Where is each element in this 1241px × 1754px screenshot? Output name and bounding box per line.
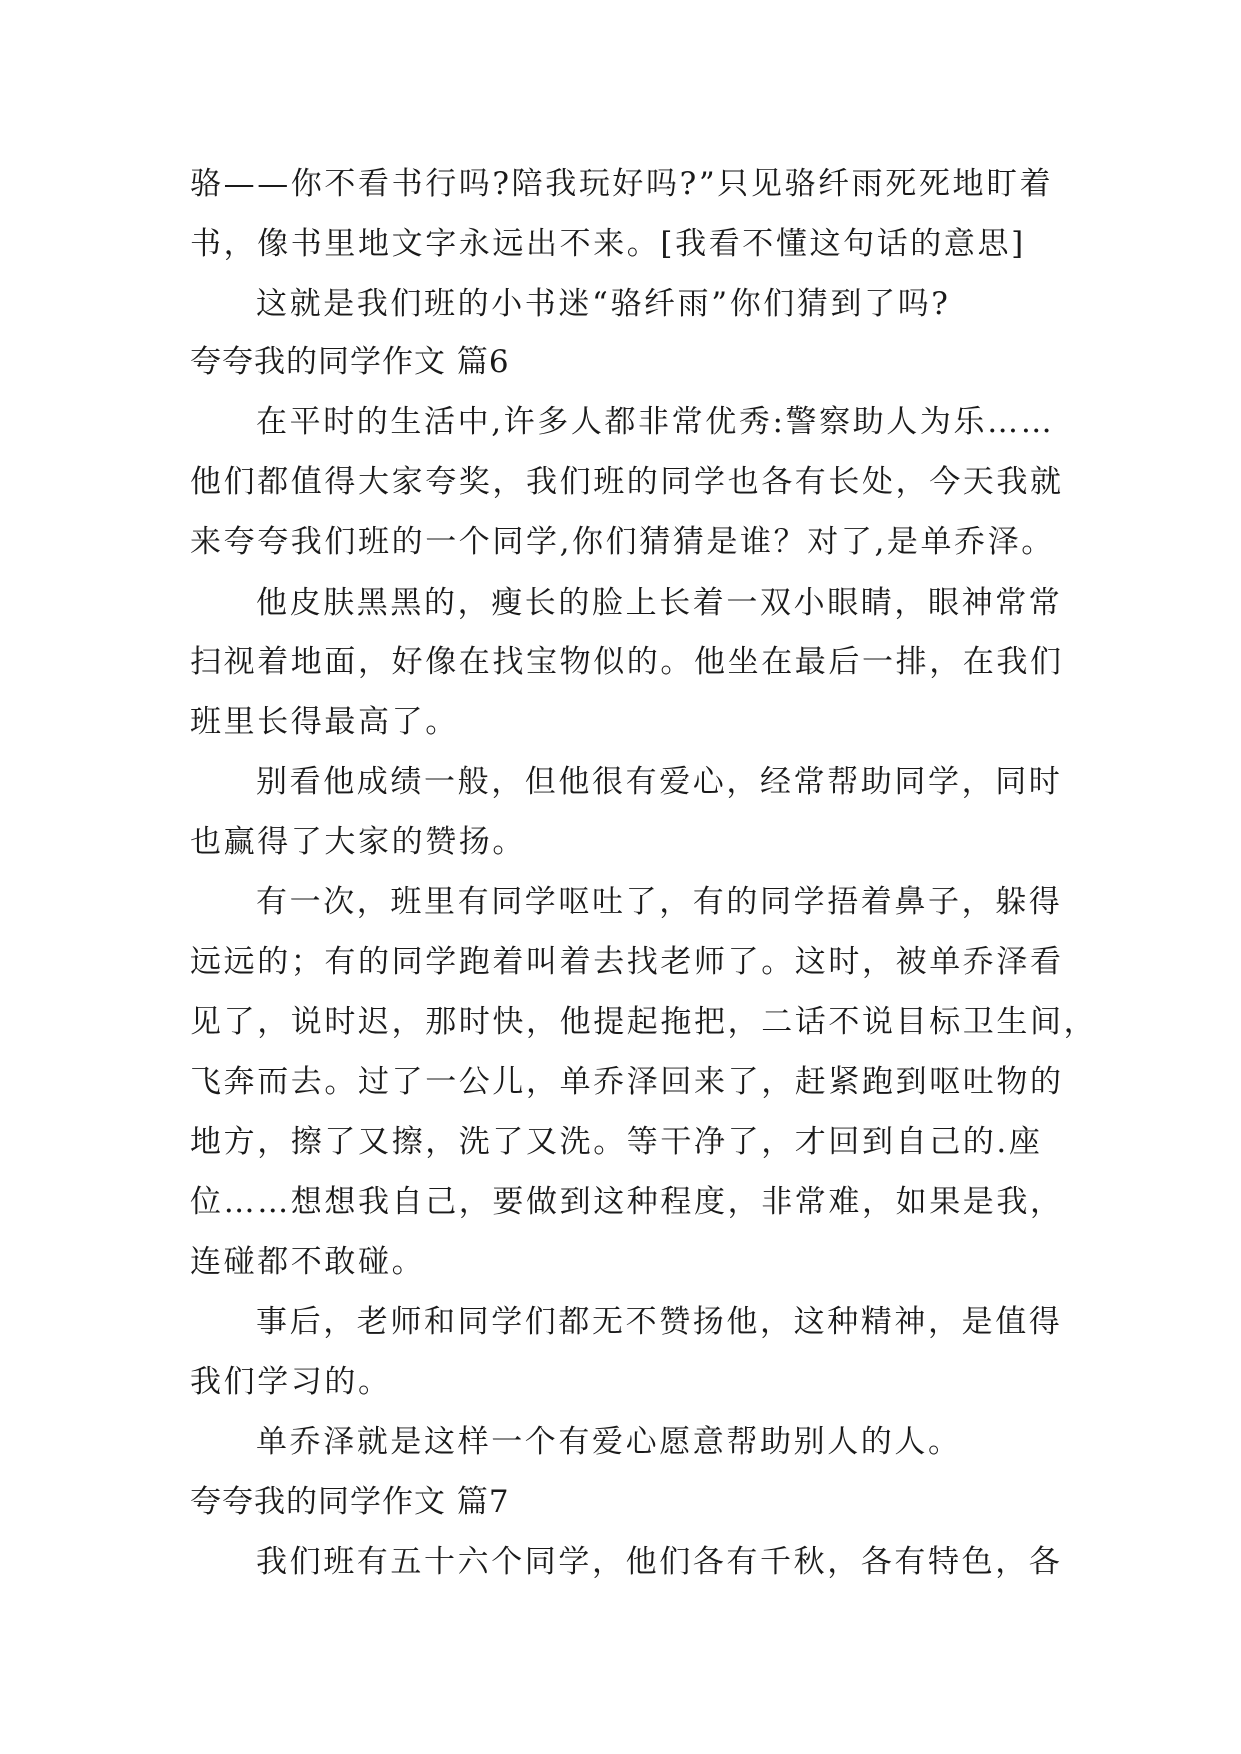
paragraph-first-line: 我们班有五十六个同学，他们各有千秋，各有特色，各 (256, 1544, 1063, 1580)
text-line: 地方，擦了又擦，洗了又洗。等干净了，才回到自己的.座 (190, 1124, 1043, 1160)
text-line: 书，像书里地文字永远出不来。[我看不懂这句话的意思] (190, 226, 1026, 262)
text-line: 骆——你不看书行吗?陪我玩好吗?”只见骆纤雨死死地盯着 (190, 166, 1054, 202)
text-line: 位……想想我自己，要做到这种程度，非常难，如果是我， (190, 1184, 1064, 1220)
text-line: 班里长得最高了。 (190, 704, 459, 740)
text-line: 扫视着地面，好像在找宝物似的。他坐在最后一排，在我们 (190, 644, 1064, 680)
section-heading-7: 夸夸我的同学作文 篇7 (190, 1484, 510, 1520)
text-line: 也赢得了大家的赞扬。 (190, 824, 526, 860)
paragraph-first-line: 有一次，班里有同学呕吐了，有的同学捂着鼻子，躲得 (256, 884, 1063, 920)
text-line: 飞奔而去。过了一公儿，单乔泽回来了，赶紧跑到呕吐物的 (190, 1064, 1064, 1100)
paragraph-first-line: 这就是我们班的小书迷“骆纤雨”你们猜到了吗? (256, 286, 951, 322)
section-heading-6: 夸夸我的同学作文 篇6 (190, 344, 510, 380)
paragraph-first-line: 他皮肤黑黑的，瘦长的脸上长着一双小眼睛，眼神常常 (256, 585, 1063, 621)
paragraph-first-line: 单乔泽就是这样一个有爱心愿意帮助别人的人。 (256, 1424, 962, 1460)
paragraph-first-line: 事后，老师和同学们都无不赞扬他，这种精神，是值得 (256, 1304, 1063, 1340)
text-line: 他们都值得大家夸奖，我们班的同学也各有长处，今天我就 (190, 464, 1064, 500)
paragraph-first-line: 在平时的生活中,许多人都非常优秀:警察助人为乐…… (256, 404, 1055, 440)
paragraph-first-line: 别看他成绩一般，但他很有爱心，经常帮助同学，同时 (256, 764, 1063, 800)
text-line: 来夸夸我们班的一个同学,你们猜猜是谁？对了,是单乔泽。 (190, 524, 1055, 560)
text-line: 连碰都不敢碰。 (190, 1244, 426, 1280)
text-line: 见了，说时迟，那时快，他提起拖把，二话不说目标卫生间， (190, 1004, 1098, 1040)
text-line: 我们学习的。 (190, 1364, 392, 1400)
text-line: 远远的；有的同学跑着叫着去找老师了。这时，被单乔泽看 (190, 944, 1064, 980)
